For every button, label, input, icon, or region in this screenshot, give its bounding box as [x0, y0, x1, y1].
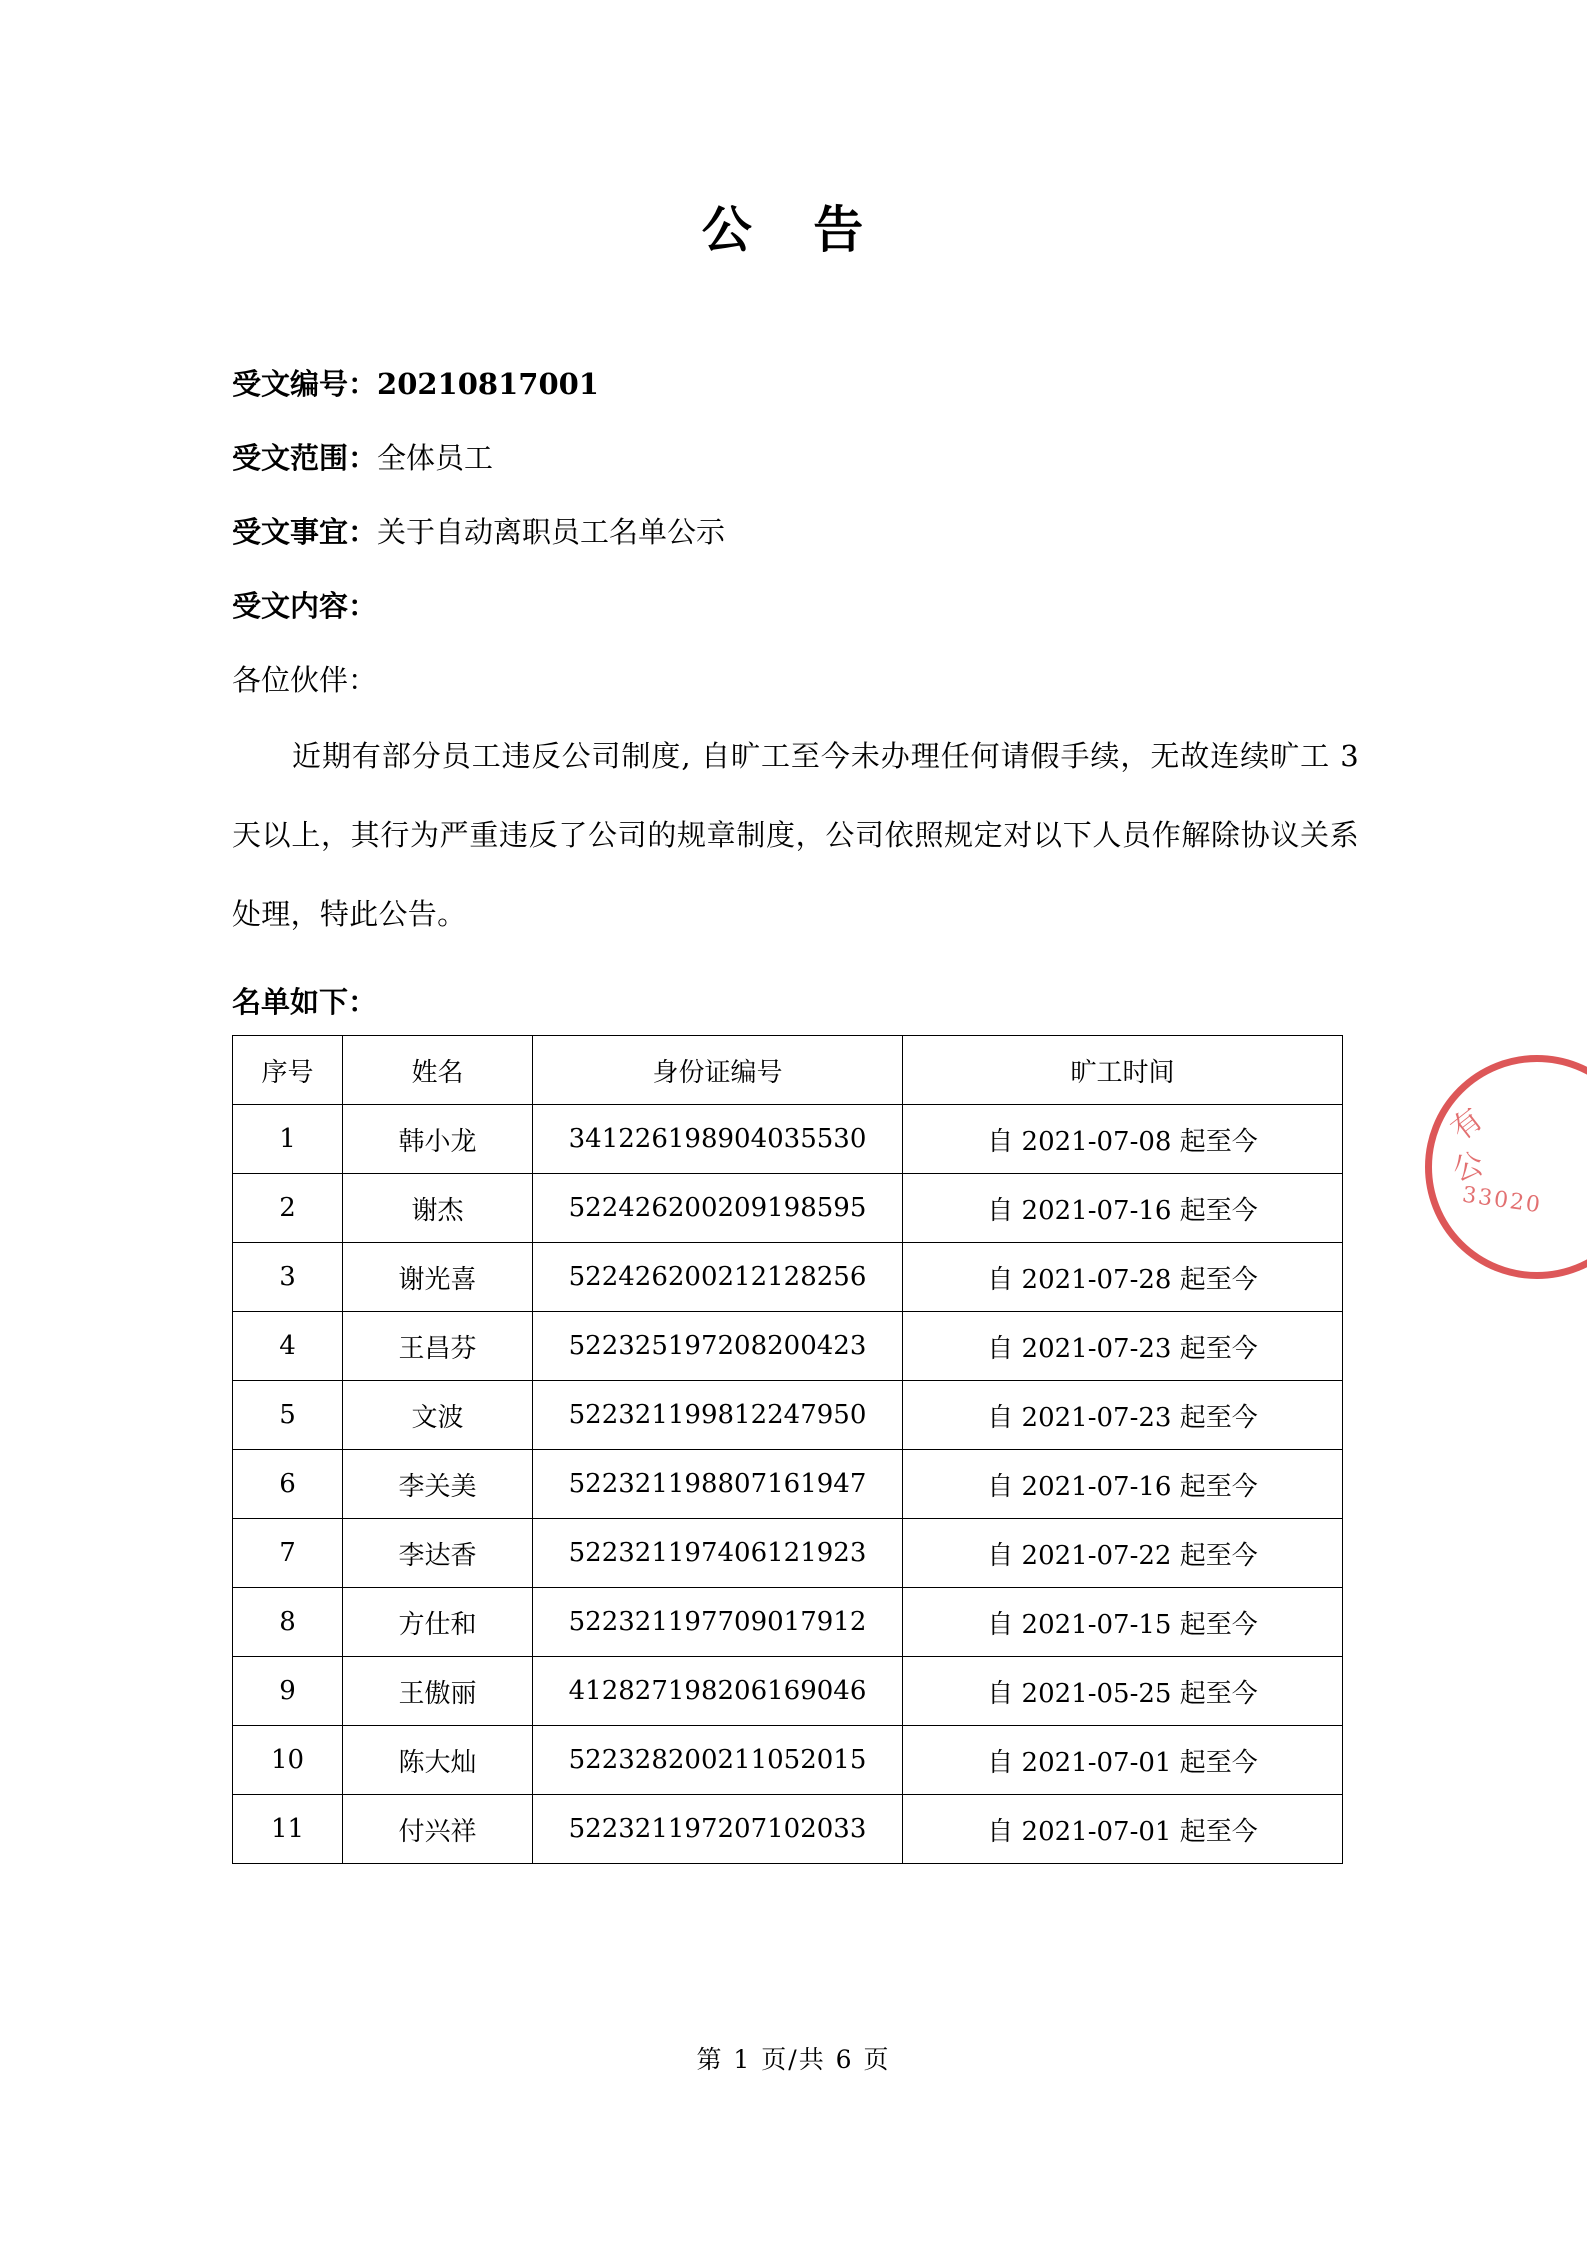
table-row: [233, 1450, 1343, 1519]
meta-value-doc-number: 20210817001: [377, 367, 599, 401]
cell-absence-time: 自 2021-07-01 起至今: [903, 1795, 1343, 1864]
cell-index: 10: [233, 1726, 343, 1795]
seal-char-2: 公: [1448, 1146, 1488, 1189]
roster-table-body: [233, 1105, 1343, 1864]
body-paragraph: 近期有部分员工违反公司制度, 自旷工至今未办理任何请假手续，无故连续旷工 3 天以上，其行为严重违反了公司的规章制度，公司依照规定对以下人员作解除协议关系处理，特此公告。: [232, 739, 1359, 931]
cell-index: 4: [233, 1312, 343, 1381]
table-row: [233, 1381, 1343, 1450]
meta-row-subject: [232, 495, 1357, 569]
meta-block: [0, 347, 1587, 643]
cell-absence-time: 自 2021-07-16 起至今: [903, 1174, 1343, 1243]
seal-char-3: 33020: [1460, 1182, 1544, 1219]
cell-name: 谢杰: [343, 1174, 533, 1243]
cell-name: 王昌芬: [343, 1312, 533, 1381]
cell-id-number: 522321197406121923: [533, 1519, 903, 1588]
table-row: [233, 1588, 1343, 1657]
seal-char-1: 有: [1444, 1101, 1490, 1148]
cell-absence-time: 自 2021-07-08 起至今: [903, 1105, 1343, 1174]
cell-name: 李关美: [343, 1450, 533, 1519]
cell-absence-time: 自 2021-07-22 起至今: [903, 1519, 1343, 1588]
cell-id-number: 522426200209198595: [533, 1174, 903, 1243]
table-row: [233, 1795, 1343, 1864]
cell-index: 9: [233, 1657, 343, 1726]
cell-index: 1: [233, 1105, 343, 1174]
cell-id-number: 522321199812247950: [533, 1381, 903, 1450]
cell-id-number: 341226198904035530: [533, 1105, 903, 1174]
cell-absence-time: 自 2021-07-23 起至今: [903, 1312, 1343, 1381]
meta-label-subject: 受文事宜：: [232, 515, 378, 549]
table-row: [233, 1657, 1343, 1726]
cell-name: 王傲丽: [343, 1657, 533, 1726]
cell-name: 付兴祥: [343, 1795, 533, 1864]
cell-absence-time: 自 2021-05-25 起至今: [903, 1657, 1343, 1726]
cell-id-number: 522325197208200423: [533, 1312, 903, 1381]
cell-absence-time: 自 2021-07-01 起至今: [903, 1726, 1343, 1795]
meta-value-subject: 关于自动离职员工名单公示: [377, 515, 726, 549]
cell-id-number: 522321197709017912: [533, 1588, 903, 1657]
cell-absence-time: 自 2021-07-16 起至今: [903, 1450, 1343, 1519]
roster-table: [232, 1035, 1343, 1864]
list-label: 名单如下：: [232, 985, 378, 1019]
cell-id-number: 522321198807161947: [533, 1450, 903, 1519]
company-seal-stamp: [1425, 1055, 1587, 1279]
column-header-name: 姓名: [343, 1036, 533, 1105]
meta-label-content: 受文内容：: [232, 589, 378, 623]
cell-index: 8: [233, 1588, 343, 1657]
cell-absence-time: 自 2021-07-15 起至今: [903, 1588, 1343, 1657]
salutation: 各位伙伴：: [232, 663, 378, 697]
table-row: [233, 1174, 1343, 1243]
cell-absence-time: 自 2021-07-23 起至今: [903, 1381, 1343, 1450]
cell-name: 文波: [343, 1381, 533, 1450]
table-header-row: [233, 1036, 1343, 1105]
meta-label-doc-number: 受文编号：: [232, 367, 378, 401]
cell-id-number: 522328200211052015: [533, 1726, 903, 1795]
cell-name: 韩小龙: [343, 1105, 533, 1174]
cell-index: 6: [233, 1450, 343, 1519]
cell-id-number: 522321197207102033: [533, 1795, 903, 1864]
cell-id-number: 522426200212128256: [533, 1243, 903, 1312]
table-row: [233, 1243, 1343, 1312]
cell-name: 李达香: [343, 1519, 533, 1588]
table-row: [233, 1312, 1343, 1381]
table-row: [233, 1105, 1343, 1174]
table-row: [233, 1726, 1343, 1795]
cell-index: 11: [233, 1795, 343, 1864]
meta-row-scope: [232, 421, 1357, 495]
page-title: 公 告: [701, 200, 886, 259]
meta-label-scope: 受文范围：: [232, 441, 378, 475]
meta-value-scope: 全体员工: [377, 441, 494, 475]
cell-index: 7: [233, 1519, 343, 1588]
meta-row-doc-number: [232, 347, 1357, 421]
column-header-index: 序号: [233, 1036, 343, 1105]
cell-absence-time: 自 2021-07-28 起至今: [903, 1243, 1343, 1312]
cell-id-number: 412827198206169046: [533, 1657, 903, 1726]
column-header-id: 身份证编号: [533, 1036, 903, 1105]
page-footer: 第 1 页/共 6 页: [696, 2045, 891, 2074]
table-row: [233, 1519, 1343, 1588]
meta-row-content: [232, 569, 1357, 643]
column-header-absence-time: 旷工时间: [903, 1036, 1343, 1105]
cell-index: 2: [233, 1174, 343, 1243]
seal-inner: [1432, 1062, 1587, 1272]
cell-name: 方仕和: [343, 1588, 533, 1657]
cell-index: 3: [233, 1243, 343, 1312]
cell-name: 陈大灿: [343, 1726, 533, 1795]
cell-index: 5: [233, 1381, 343, 1450]
cell-name: 谢光喜: [343, 1243, 533, 1312]
